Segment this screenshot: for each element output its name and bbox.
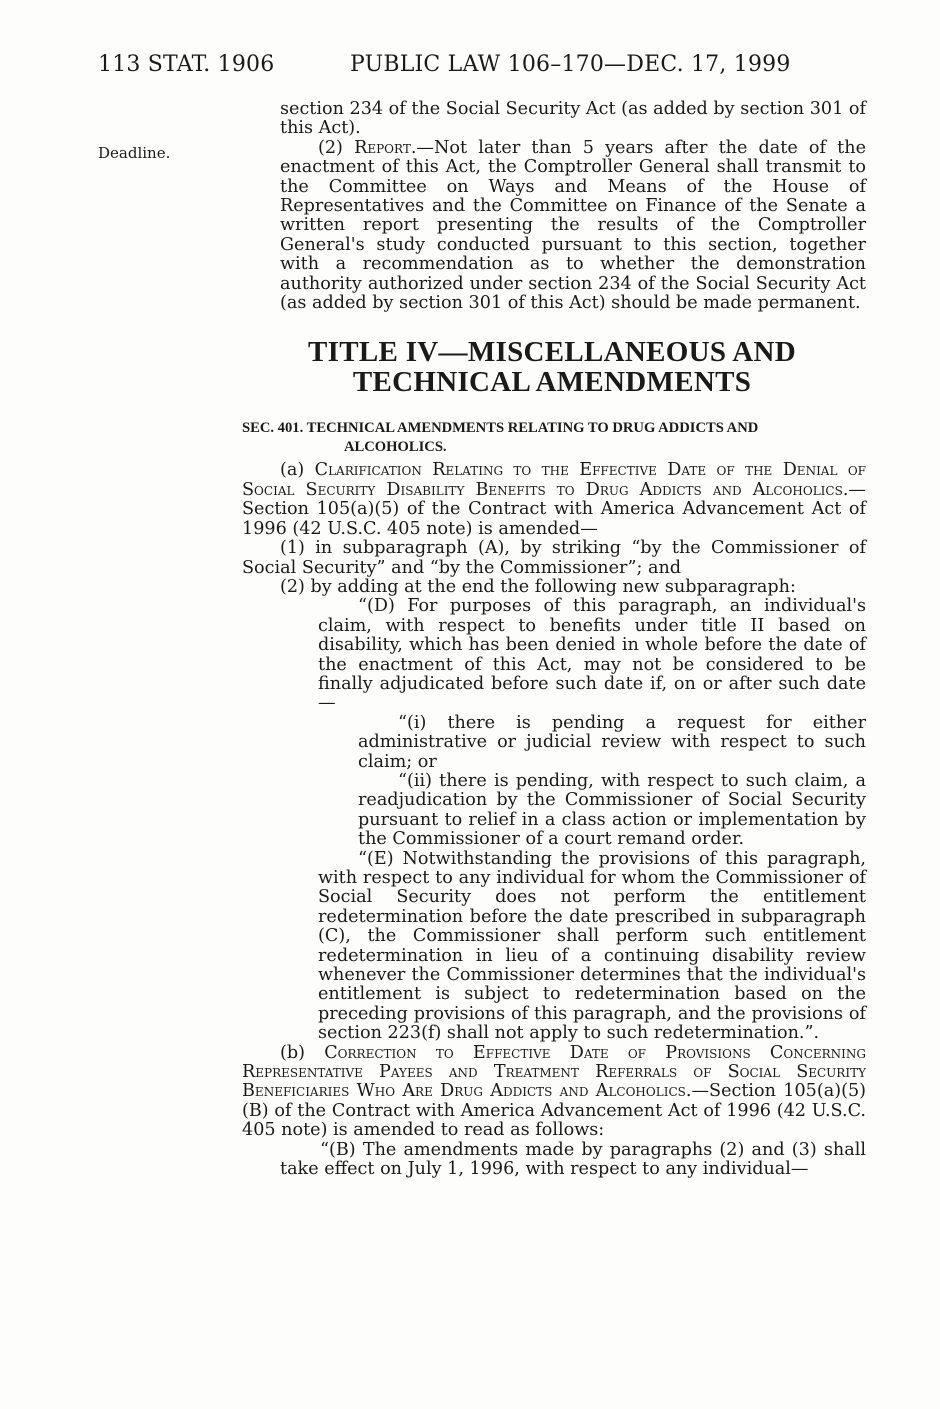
title-heading	[238, 337, 866, 397]
subsection-a	[242, 461, 866, 539]
subsection-a-caption: Clarification Relating to the Effective Date of the Denial of Social Security Disability Benefits to Drug Addicts and Alcoholics	[242, 460, 866, 500]
subsection-b-lead: (b)	[280, 1042, 325, 1063]
page-header	[98, 52, 870, 82]
title-line-1: TITLE IV—MISCELLANEOUS AND	[307, 336, 797, 369]
public-law-heading: PUBLIC LAW 106–170—DEC. 17, 1999	[350, 52, 791, 77]
section-heading-main: SEC. 401. TECHNICAL AMENDMENTS RELATING TO DRUG ADDICTS AND	[242, 420, 759, 437]
document-body	[242, 100, 866, 1180]
clause-ii: “(ii) there is pending, with respect to such claim, a readjudication by the Commissioner of Social Security pursuant to relief in a class action or implementation by the Commissioner of a court remand order.	[358, 770, 866, 850]
report-caption: Report	[354, 137, 411, 158]
subsection-a-body: .—Section 105(a)(5) of the Contract with America Advancement Act of 1996 (42 U.S.C. 405 note) is amended—	[242, 479, 866, 539]
report-body: .—Not later than 5 years after the date of the enactment of this Act, the Comptroller General shall transmit to the Committee on Ways and Means of the House of Representatives and the Committee on Finance of the Senate a written report presenting the results of the Comptroller General's study conducted pursuant to this section, together with a recommendation as to whether the demonstration authority authorized under section 234 of the Social Security Act (as added by section 301 of this Act) should be made permanent.	[280, 137, 866, 314]
subsection-b	[242, 1044, 866, 1141]
title-line-2: TECHNICAL AMENDMENTS	[352, 366, 752, 399]
report-lead: (2)	[318, 137, 355, 158]
subsection-b-body: .—Section 105(a)(5)(B) of the Contract with America Advancement Act of 1996 (42 U.S.C. 405 note) is amended to read as follows:	[242, 1081, 866, 1141]
paragraph-continuation: section 234 of the Social Security Act (as added by section 301 of this Act).	[280, 99, 866, 139]
section-heading	[242, 419, 866, 457]
section-heading-tail: ALCOHOLICS.	[344, 439, 447, 456]
statute-citation: 113 STAT. 1906	[98, 52, 275, 77]
subsection-a-lead: (a)	[280, 460, 315, 481]
clause-i: “(i) there is pending a request for either administrative or judicial review with respect to such claim; or	[358, 712, 866, 772]
subparagraph-e: “(E) Notwithstanding the provisions of this paragraph, with respect to any individual for whom the Commissioner of Social Security does not perform the entitlement redetermination before the date prescribed in subparagraph (C), the Commissioner shall perform such entitlement redetermination in lieu of a continuing disability review whenever the Commissioner determines that the individual's entitlement is subject to redetermination based on the preceding provisions of this paragraph, and the provisions of section 223(f) shall not apply to such redetermination.”.	[318, 848, 866, 1044]
paragraph-report	[242, 139, 866, 314]
margin-note-deadline: Deadline.	[98, 144, 171, 162]
subparagraph-d: “(D) For purposes of this paragraph, an individual's claim, with respect to benefits under title II based on disability, which has been denied in whole before the date of the enactment of this Act, may not be considered to be finally adjudicated before such date if, on or after such date—	[318, 596, 866, 714]
subsection-b-caption: Correction to Effective Date of Provisions Concerning Representative Payees and Treatment Referrals of Social Security Beneficiaries Who Are Drug Addicts and Alcoholics	[242, 1042, 866, 1102]
item-1: (1) in subparagraph (A), by striking “by the Commissioner of Social Security” and “by the Commissioner”; and	[242, 538, 866, 578]
subparagraph-b-quote: “(B) The amendments made by paragraphs (2) and (3) shall take effect on July 1, 1996, with respect to any individual—	[280, 1139, 866, 1180]
item-2: (2) by adding at the end the following new subparagraph:	[280, 576, 796, 597]
